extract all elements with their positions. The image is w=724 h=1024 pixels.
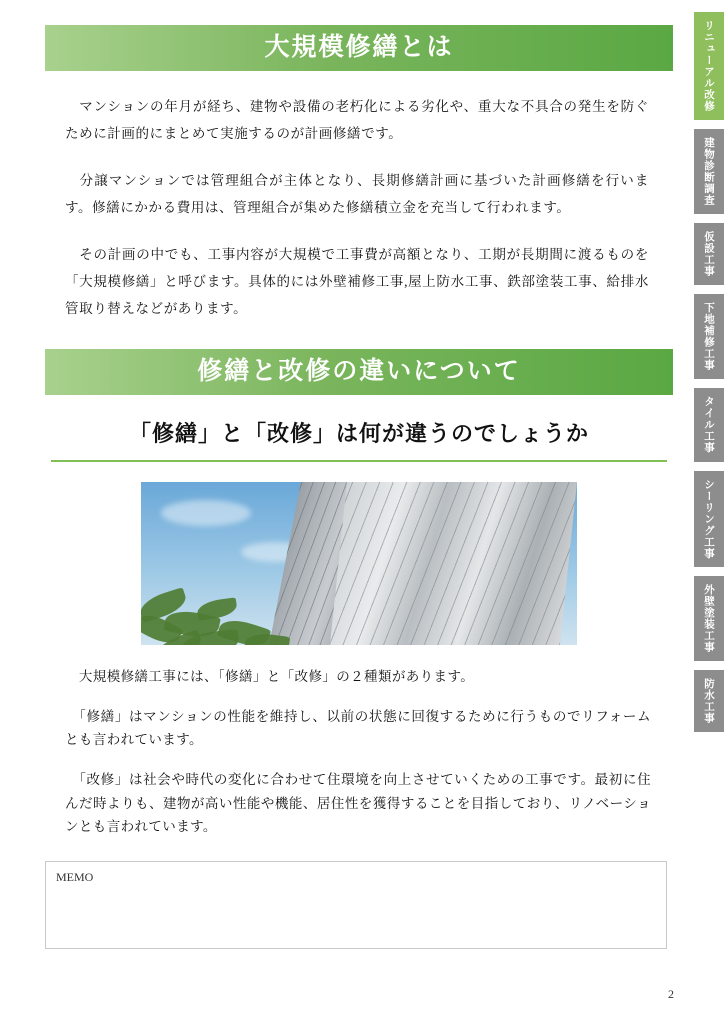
section2-divider <box>51 460 667 462</box>
section2-subheading: 「修繕」と「改修」は何が違うのでしょうか <box>128 421 589 446</box>
photo-sky <box>141 482 577 645</box>
side-tab-label: 外壁塗装工事 <box>703 584 715 653</box>
section-heading-what-is-large-scale-repair: 大規模修繕とは <box>45 25 673 71</box>
side-tab-label: 建物診断調査 <box>703 137 715 206</box>
side-tab-waterproofing[interactable] <box>694 670 724 732</box>
side-tab-label: タイル工事 <box>703 396 715 454</box>
side-tab-label: 仮設工事 <box>703 231 715 277</box>
section1-paragraph-1: マンションの年月が経ち、建物や設備の老朽化による劣化や、重大な不具合の発生を防ぐために計画的にまとめて実施するのが計画修繕です。 <box>65 99 649 141</box>
side-tab-index <box>680 0 724 1024</box>
page-content <box>45 0 673 1024</box>
side-tab-label: シーリング工事 <box>703 478 715 559</box>
side-tab-exterior-painting[interactable] <box>694 576 724 661</box>
section2-paragraph-3: 「改修」は社会や時代の変化に合わせて住環境を向上させていくための工事です。最初に住んだ時よりも、建物が高い性能や機能、居住性を獲得することを目指しており、リノベーションとも言われています。 <box>65 771 651 835</box>
page-number: 2 <box>668 987 674 1001</box>
side-tab-renewal[interactable] <box>694 12 724 120</box>
side-tab-label: 下地補修工事 <box>703 302 715 371</box>
side-tab-label: 防水工事 <box>703 678 715 724</box>
section2-paragraph-1: 大規模修繕工事には、「修繕」と「改修」の２種類があります。 <box>65 669 475 684</box>
side-tab-tile-works[interactable] <box>694 388 724 462</box>
section1-paragraph-2: 分譲マンションでは管理組合が主体となり、長期修繕計画に基づいた計画修繕を行います。修繕にかかる費用は、管理組合が集めた修繕積立金を充当して行われます。 <box>65 173 649 215</box>
building-photo <box>141 482 577 645</box>
memo-box[interactable] <box>45 861 667 949</box>
photo-foliage <box>141 560 305 645</box>
photo-building-main-lines <box>330 482 577 645</box>
memo-label: MEMO <box>56 869 94 884</box>
section-heading-difference-repair-renovation: 修繕と改修の違いについて <box>45 349 673 395</box>
side-tab-sealing-works[interactable] <box>694 471 724 568</box>
side-tab-temporary-works[interactable] <box>694 223 724 285</box>
section2-paragraph-2: 「修繕」はマンションの性能を維持し、以前の状態に回復するために行うものでリフォームとも言われています。 <box>65 708 651 748</box>
side-tab-substrate-repair[interactable] <box>694 294 724 379</box>
section1-paragraph-3: その計画の中でも、工事内容が大規模で工事費が高額となり、工期が長期間に渡るものを「大規模修繕」と呼びます。具体的には外壁補修工事,屋上防水工事、鉄部塗装工事、給排水管取り替えなどがあります。 <box>65 247 649 316</box>
side-tab-building-survey[interactable] <box>694 129 724 214</box>
side-tab-label: リニューアル改修 <box>703 20 715 112</box>
cloud-shape <box>161 500 251 526</box>
photo-building-main <box>330 482 577 645</box>
